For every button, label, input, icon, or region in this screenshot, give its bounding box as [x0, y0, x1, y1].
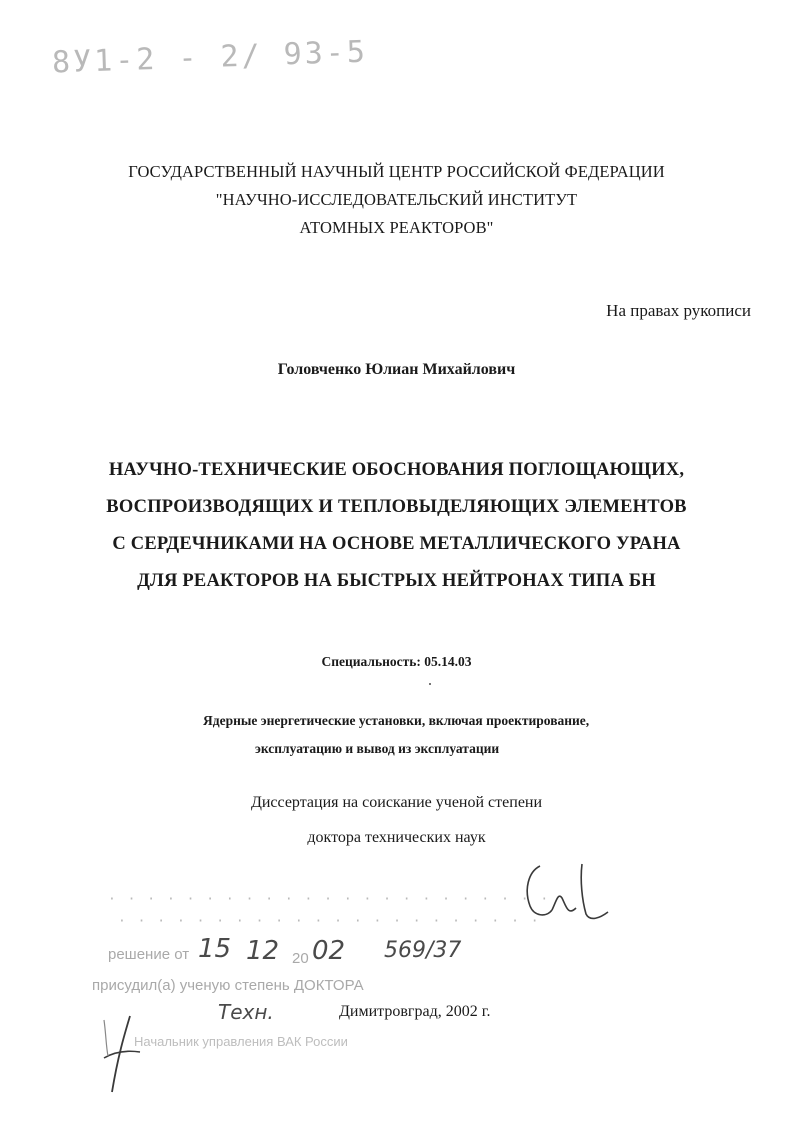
dissertation-line-2: доктора технических наук — [307, 829, 486, 846]
specialty-description-line-1: Ядерные энергетические установки, включая проектирование, — [203, 713, 590, 728]
title-line-1: НАУЧНО-ТЕХНИЧЕСКИЕ ОБОСНОВАНИЯ ПОГЛОЩАЮЩИХ, — [108, 460, 685, 480]
stamp-decision-prefix: решение от — [108, 946, 190, 963]
stamp-bottom-line: Начальник управления ВАК России — [134, 1034, 348, 1049]
stamp-faint-line-1: · · · · · · · · · · · · · · · · · · · · · · · — [108, 892, 551, 907]
speck — [429, 683, 431, 685]
author-name: Головченко Юлиан Михайлович — [277, 361, 516, 378]
stamp-decision-day: 15 — [198, 934, 232, 964]
city-year: Димитровград, 2002 г. — [339, 1003, 491, 1020]
handwritten-mark — [100, 1012, 144, 1096]
stamp-decision-year-prefix: 20 — [292, 950, 309, 967]
stamp-decision-number: 569/37 — [384, 938, 462, 963]
stamp-faint-line-2: · · · · · · · · · · · · · · · · · · · · · · — [118, 914, 541, 929]
title-line-2: ВОСПРОИЗВОДЯЩИХ И ТЕПЛОВЫДЕЛЯЮЩИХ ЭЛЕМЕНТОВ — [106, 497, 687, 517]
stamp-decision-month: 12 — [246, 936, 280, 966]
manuscript-note: На правах рукописи — [606, 301, 751, 320]
stamp-awarded-text: присудил(а) ученую степень ДОКТОРА — [92, 977, 364, 994]
dissertation-line-1: Диссертация на соискание ученой степени — [250, 794, 543, 811]
institution-line-2: "НАУЧНО-ИССЛЕДОВАТЕЛЬСКИЙ ИНСТИТУТ — [215, 190, 578, 209]
title-line-4: ДЛЯ РЕАКТОРОВ НА БЫСТРЫХ НЕЙТРОНАХ ТИПА БН — [137, 571, 656, 591]
top-scribble: 8У1-2 - 2/ 93-5 — [51, 34, 369, 81]
specialty-code: Специальность: 05.14.03 — [321, 654, 472, 669]
institution-line-1: ГОСУДАРСТВЕННЫЙ НАУЧНЫЙ ЦЕНТР РОССИЙСКОЙ ФЕДЕРАЦИИ — [128, 162, 665, 181]
title-line-3: С СЕРДЕЧНИКАМИ НА ОСНОВЕ МЕТАЛЛИЧЕСКОГО УРАНА — [112, 534, 681, 554]
stamp-degree-field: Техн. — [218, 1000, 274, 1024]
stamp-decision-year: 02 — [312, 936, 346, 966]
specialty-description-line-2: эксплуатацию и вывод из эксплуатации — [255, 741, 500, 756]
institution-line-3: АТОМНЫХ РЕАКТОРОВ" — [299, 218, 494, 237]
stamp-decision-line — [108, 946, 189, 963]
